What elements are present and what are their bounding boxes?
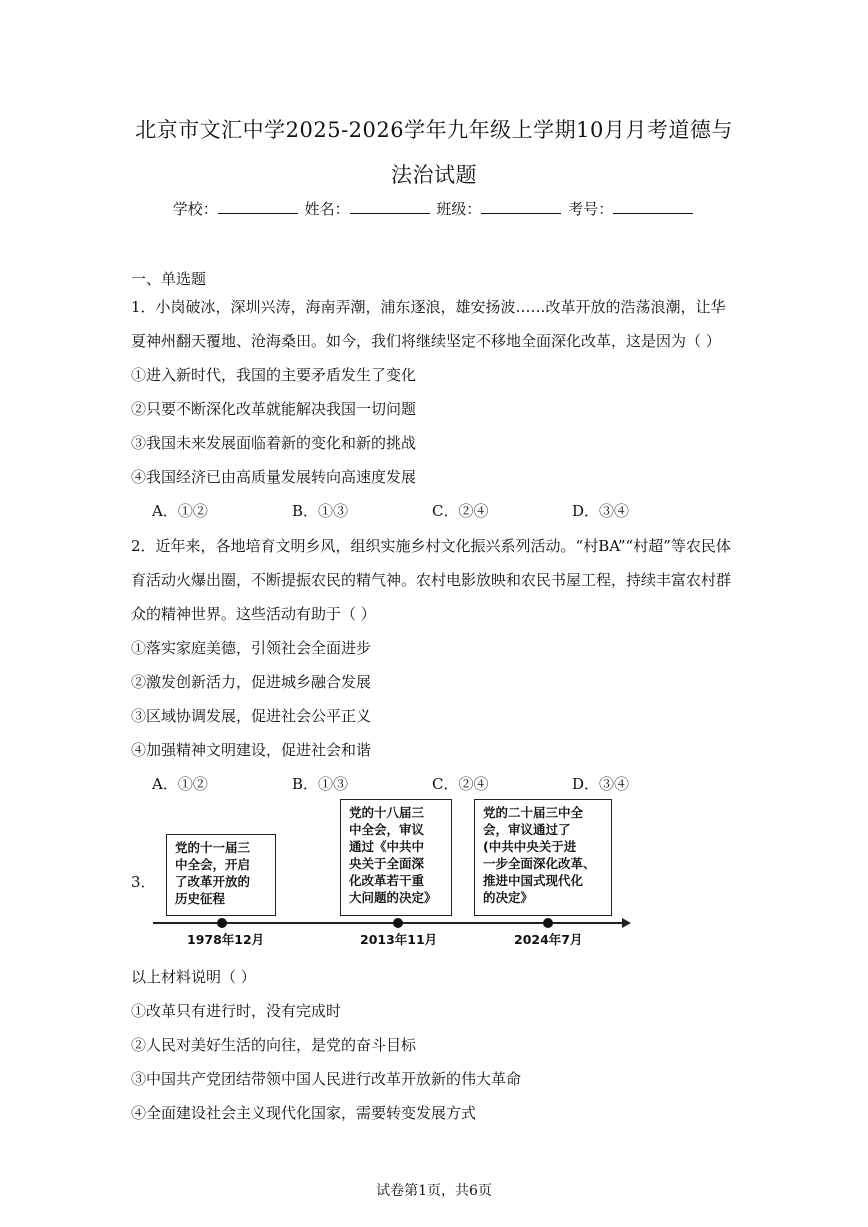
- name-blank: [350, 199, 430, 214]
- q2-item-2: ②激发创新活力，促进城乡融合发展: [131, 673, 372, 691]
- id-blank: [613, 199, 693, 214]
- q1-item-3: ③我国未来发展面临着新的变化和新的挑战: [131, 434, 417, 452]
- q1-item-2: ②只要不断深化改革就能解决我国一切问题: [131, 400, 417, 418]
- student-info-line: [0, 198, 868, 219]
- q2-item-4: ④加强精神文明建设，促进社会和谐: [131, 741, 372, 759]
- q3-item-3: ③中国共产党团结带领中国人民进行改革开放新的伟大革命: [131, 1070, 522, 1088]
- q2-item-1: ①落实家庭美德，引领社会全面进步: [131, 639, 372, 657]
- timeline-date-2013: 2013年11月: [360, 932, 438, 947]
- q3-item-1: ①改革只有进行时，没有完成时: [131, 1002, 342, 1020]
- q2-option-a[interactable]: A．①②: [152, 775, 208, 793]
- q1-option-d[interactable]: D．③④: [572, 502, 630, 520]
- page-title-line2: 法治试题: [391, 163, 477, 187]
- school-blank: [218, 199, 298, 214]
- q2-option-d[interactable]: D．③④: [572, 775, 630, 793]
- q1-stem-line2: 夏神州翻天覆地、沧海桑田。如今，我们将继续坚定不移地全面深化改革，这是因为（ ）: [131, 332, 721, 350]
- q3-item-2: ②人民对美好生活的向往，是党的奋斗目标: [131, 1036, 417, 1054]
- timeline-box-2024: 党的二十届三中全 会，审议通过了 (中共中央关于进 一步全面深化改革、 推进中国式现代化 的决定》: [474, 799, 612, 916]
- q3-item-4: ④全面建设社会主义现代化国家，需要转变发展方式: [131, 1104, 477, 1122]
- q2-item-3: ③区域协调发展，促进社会公平正义: [131, 707, 372, 725]
- q2-stem-line2: 育活动火爆出圈，不断提振农民的精气神。农村电影放映和农民书屋工程，持续丰富农村群: [131, 571, 732, 589]
- class-blank: [481, 199, 561, 214]
- q1-option-c[interactable]: C．②④: [432, 502, 489, 520]
- q3-stem: 以上材料说明（ ）: [131, 968, 256, 986]
- school-label: 学校：: [172, 200, 218, 218]
- q1-option-a[interactable]: A．①②: [152, 502, 208, 520]
- q1-item-4: ④我国经济已由高质量发展转向高速度发展: [131, 468, 417, 486]
- timeline-dot-2013: [393, 918, 403, 928]
- q1-option-b[interactable]: B．①③: [292, 502, 349, 520]
- timeline-arrow-icon: [622, 918, 631, 928]
- timeline-box-2013: 党的十八届三 中全会，审议 通过《中共中 央关于全面深 化改革若干重 大问题的决定》: [340, 799, 452, 916]
- timeline-date-1978: 1978年12月: [187, 932, 265, 947]
- class-label: 班级：: [436, 200, 482, 218]
- timeline-box-1978: 党的十一届三 中全会，开启 了改革开放的 历史征程: [166, 834, 276, 916]
- q1-item-1: ①进入新时代，我国的主要矛盾发生了变化: [131, 366, 417, 384]
- q1-stem-line1: 1．小岗破冰，深圳兴涛，海南弄潮，浦东逐浪，雄安扬波……改革开放的浩荡浪潮，让华: [131, 298, 726, 316]
- q2-stem-line1: 2．近年来，各地培育文明乡风，组织实施乡村文化振兴系列活动。“村BA”“村超”等农民体: [131, 537, 731, 555]
- timeline-date-2024: 2024年7月: [514, 932, 583, 947]
- name-label: 姓名：: [304, 200, 350, 218]
- timeline-dot-1978: [217, 918, 227, 928]
- q2-stem-line3: 众的精神世界。这些活动有助于（ ）: [131, 605, 376, 623]
- q3-number: 3．: [131, 873, 156, 891]
- id-label: 考号：: [568, 200, 614, 218]
- section-heading: 一、单选题: [131, 270, 207, 288]
- page-footer: 试卷第1页，共6页: [376, 1183, 492, 1199]
- q2-options: [152, 773, 712, 794]
- q2-option-b[interactable]: B．①③: [292, 775, 349, 793]
- page-title-line1: 北京市文汇中学2025-2026学年九年级上学期10月月考道德与: [135, 118, 733, 142]
- q2-option-c[interactable]: C．②④: [432, 775, 489, 793]
- timeline-dot-2024: [543, 918, 553, 928]
- q1-options: [152, 500, 712, 521]
